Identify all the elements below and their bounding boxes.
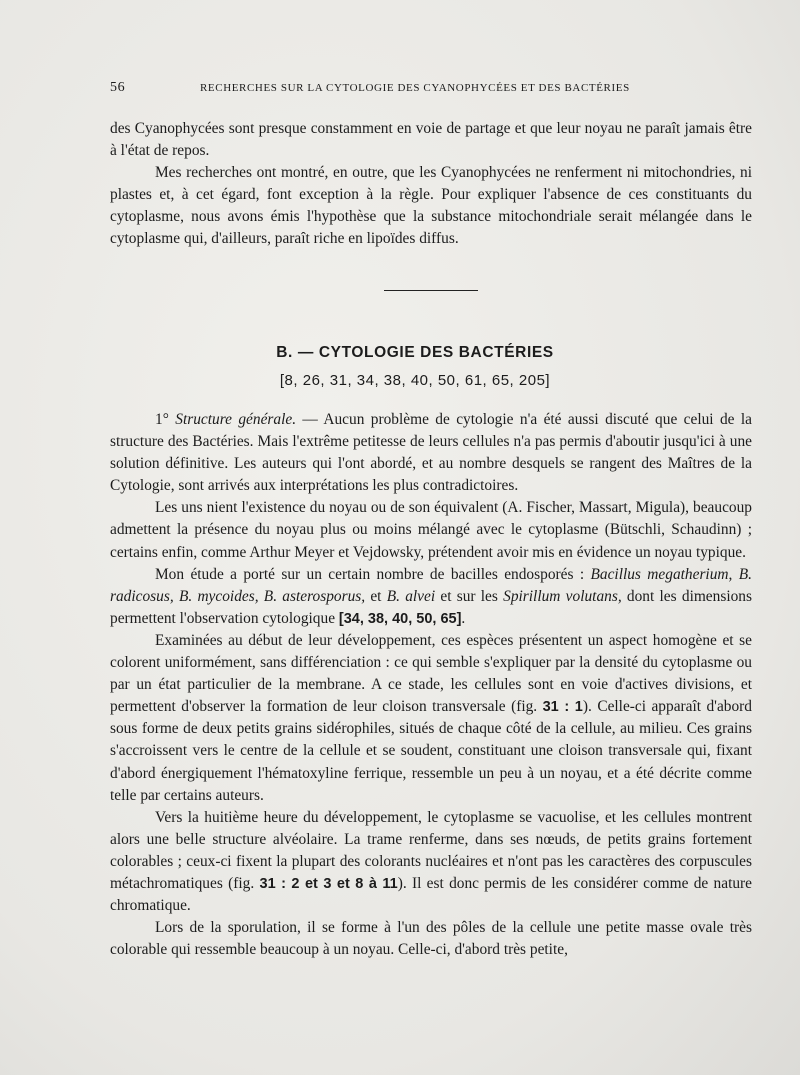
paragraph-text: . bbox=[461, 609, 466, 627]
subsection-number: 1° bbox=[155, 411, 169, 428]
paragraph-vacuolisation bbox=[110, 807, 752, 917]
species-name: B. alvei bbox=[386, 587, 436, 605]
species-name: Spirillum volutans, bbox=[503, 587, 622, 605]
running-title: RECHERCHES SUR LA CYTOLOGIE DES CYANOPHYCÉES ET DES BACTÉRIES bbox=[200, 82, 630, 94]
paragraph-study bbox=[110, 564, 752, 630]
paragraph-text: dont les dimensions permettent l'observation cytologique bbox=[110, 587, 752, 627]
paragraph-text: ). Il est donc permis de les considérer comme de nature chromatique. bbox=[110, 874, 752, 915]
species-name: Bacillus megatherium, B. radicosus, B. mycoides, B. asterosporus, bbox=[110, 565, 752, 605]
paragraph-text: Mon étude a porté sur un certain nombre de bacilles endosporés : bbox=[155, 565, 591, 583]
subsection-heading: Structure générale. bbox=[175, 411, 297, 428]
paragraph-text: Vers la huitième heure du développement, le cytoplasme se vacuolise, et les cellules montrent alors une belle structure alvéolaire. La trame renferme, dans ses nœuds, de petits grains fortement colorables ; ceux-ci fixent la plupart des colorants nucléaires et n'ont pas les caractères des corpuscules métachromatiques (fig. bbox=[110, 808, 752, 892]
intro-paragraph-1: des Cyanophycées sont presque constamment en voie de partage et que leur noyau ne paraît jamais être à l'état de repos. bbox=[110, 120, 752, 159]
paragraph-sporulation: Lors de la sporulation, il se forme à l'un des pôles de la cellule une petite masse ovale très colorable qui ressemble beaucoup à un noyau. Celle-ci, d'abord très petite, bbox=[110, 919, 752, 959]
section-title: B. — CYTOLOGIE DES BACTÉRIES bbox=[276, 344, 554, 361]
paragraph-opinions: Les uns nient l'existence du noyau ou de son équivalent (A. Fischer, Massart, Migula), beaucoup admettent la présence du noyau plus ou moins mélangé avec le cytoplasme (Bütschli, Schaudinn) ; certains enfin, comme Arthur Meyer et Vejdowsky, prétendent avoir mis en évidence un noyau typique. bbox=[110, 499, 752, 561]
paragraph-text: et bbox=[365, 587, 387, 605]
paragraph-text: Examinées au début de leur développement, ces espèces présentent un aspect homogène et se colorent uniformément, sans différenciation : ce qui semble s'expliquer par la densité du cytoplasme ou par un état particulier de la membrane. A ce stade, les cellules sont en voie d'actives divisions, et permettent d'observer la formation de leur cloison transversale (fig. bbox=[110, 631, 752, 716]
section-text bbox=[110, 409, 752, 961]
page-number: 56 bbox=[110, 80, 126, 95]
section-divider bbox=[384, 290, 478, 291]
intro-paragraph-2: Mes recherches ont montré, en outre, que les Cyanophycées ne renferment ni mitochondries, ni plastes et, à cet égard, font exception à la règle. Pour expliquer l'absence de ces constituants du cytoplasme, nous avons émis l'hypothèse que la substance mitochondriale serait mélangée dans le cytoplasme qui, d'ailleurs, paraît riche en lipoïdes diffus. bbox=[110, 163, 752, 247]
paragraph-text: — Aucun problème de cytologie n'a été aussi discuté que celui de la structure des Bactéries. Mais l'extrême petitesse de leurs cellules n'a pas permis d'aboutir jusqu'ici à une solution définitive. Les auteurs qui l'ont abordé, et au nombre desquels se rangent des Maîtres de la Cytologie, sont arrivés aux interprétations les plus contradictoires. bbox=[110, 411, 752, 495]
figure-ref: 31 : 1 bbox=[542, 699, 583, 716]
paragraph-development bbox=[110, 630, 752, 807]
paragraph-structure bbox=[110, 409, 752, 497]
intro-text bbox=[110, 118, 752, 249]
paragraph-text: et sur les bbox=[435, 587, 504, 605]
section-references: [8, 26, 31, 34, 38, 40, 50, 61, 65, 205] bbox=[279, 372, 551, 389]
paragraph-text: ). Celle-ci apparaît d'abord sous forme de deux petits grains sidérophiles, situés de chaque côté de la cellule, au milieu. Ces grains s'accroissent vers le centre de la cellule et se soudent, constituant une cloison transversale qui, fixant d'abord énergiquement l'hématoxyline ferrique, ressemble un peu à un noyau, et a été décrite comme telle par certains auteurs. bbox=[110, 698, 752, 804]
figure-ref: 31 : 2 et 3 et 8 à 11 bbox=[259, 875, 398, 892]
citation-refs: [34, 38, 40, 50, 65] bbox=[338, 610, 462, 627]
